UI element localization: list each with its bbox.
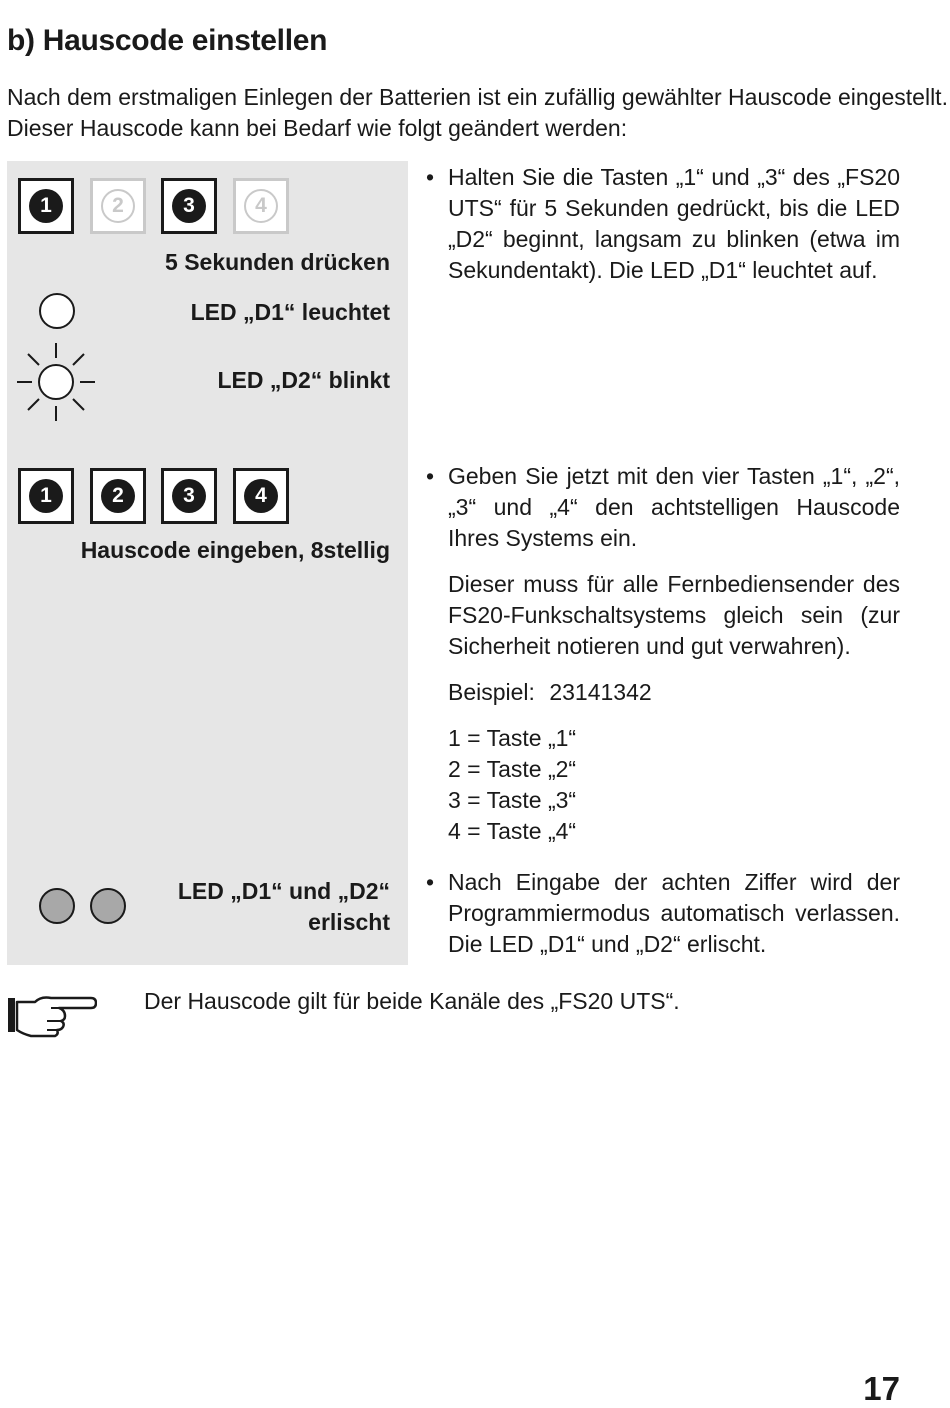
step-3-text: Nach Eingabe der achten Ziffer wird der Programmiermodus automatisch verlassen. Die LED „D1“ und „D2“ erlischt. [448,869,900,957]
pointing-hand-icon [7,990,97,1040]
key-4-inactive [233,178,289,234]
led-d1-off-icon [39,888,75,924]
enter-code-label: Hauscode eingeben, 8stellig [80,537,390,563]
mapping-item: 3 = Taste „3“ [448,787,577,813]
mapping-item: 4 = Taste „4“ [448,818,577,844]
led-d2-off-icon [90,888,126,924]
step-1-text: Halten Sie die Tasten „1“ und „3“ des „FS20 UTS“ für 5 Sekunden gedrückt, bis die LED „D2“ beginnt, langsam zu blinken (etwa im Sekundentakt). Die LED „D1“ leuchtet auf. [448,164,900,283]
key-label: 1 [29,479,63,513]
led-off-label [178,876,390,938]
note-text: Der Hauscode gilt für beide Kanäle des „FS20 UTS“. [144,988,680,1014]
bullet: • [426,869,435,895]
key-mapping-list [426,723,900,847]
key-3 [161,468,217,524]
press-duration-label: 5 Sekunden drücken [165,249,390,275]
key-label: 2 [101,189,135,223]
step-2-note: Dieser muss für alle Fernbediensender des FS20-Funkschaltsystems gleich sein (zur Sicherheit notieren und gut verwahren). [448,571,900,659]
instruction-step-3 [426,867,900,960]
illustration-panel [7,161,408,965]
key-2-inactive [90,178,146,234]
key-4 [233,468,289,524]
example-value: 23141342 [549,679,652,705]
key-label: 4 [244,189,278,223]
example-label: Beispiel: [448,679,535,705]
bullet: • [426,463,435,489]
key-1-pressed [18,178,74,234]
led-d1-on-label: LED „D1“ leuchtet [190,299,390,325]
led-off-label-line-2: erlischt [308,909,390,935]
led-off-label-line-1: LED „D1“ und „D2“ [177,878,390,904]
page-number: 17 [863,1370,900,1407]
key-label: 2 [101,479,135,513]
key-1 [18,468,74,524]
led-d2-blink-label: LED „D2“ blinkt [217,367,390,393]
key-3-pressed [161,178,217,234]
instruction-step-1 [426,162,900,286]
instruction-step-2 [426,461,900,847]
intro-text [7,82,948,144]
intro-line-1: Nach dem erstmaligen Einlegen der Batterien ist ein zufällig gewählter Hauscode eingestellt. [7,84,948,110]
led-d1-on-icon [39,293,75,329]
key-label: 4 [244,479,278,513]
key-label: 3 [172,479,206,513]
mapping-item: 2 = Taste „2“ [448,756,577,782]
bullet: • [426,164,435,190]
section-heading: b) Hauscode einstellen [7,24,328,57]
led-d2-blinking-icon [15,341,97,423]
example-row [426,677,900,708]
key-label: 1 [29,189,63,223]
step-2-text: Geben Sie jetzt mit den vier Tasten „1“, „2“, „3“ und „4“ den achtstelligen Hauscode Ihres Systems ein. [448,463,900,551]
intro-line-2: Dieser Hauscode kann bei Bedarf wie folgt geändert werden: [7,115,628,141]
key-label: 3 [172,189,206,223]
mapping-item: 1 = Taste „1“ [448,725,577,751]
key-2 [90,468,146,524]
